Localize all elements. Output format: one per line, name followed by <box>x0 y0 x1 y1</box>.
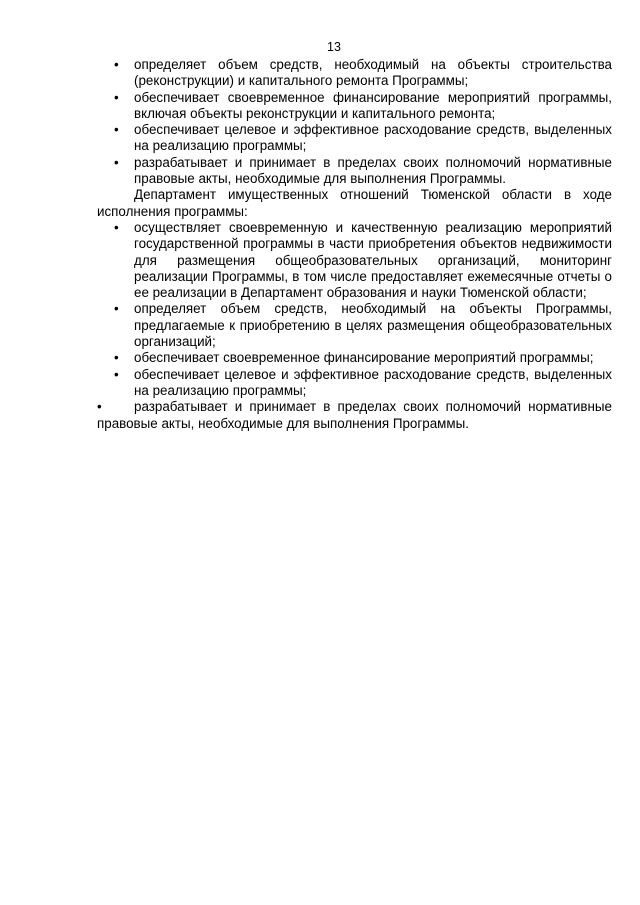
bullet-icon: • <box>114 301 119 317</box>
list-item-text: обеспечивает своевременное финансирование мероприятий программы, включая объекты реконструкции и капитального ремонта; <box>134 89 612 121</box>
responsibilities-list-2 <box>97 220 612 399</box>
bullet-icon: • <box>114 57 119 72</box>
document-body <box>97 57 612 432</box>
list-item <box>97 350 612 366</box>
list-item <box>97 122 612 155</box>
list-item-text: обеспечивает своевременное финансирование мероприятий программы; <box>134 350 594 366</box>
list-item-text: осуществляет своевременную и качественную реализацию мероприятий государственной программы в части приобретения объектов недвижимости для размещения общеобразовательных организаций, мониторинг реализации Программы, в том числе предоставляет ежемесячные отчеты о ее реализации в Департамент образования и науки Тюменской области; <box>134 219 612 301</box>
list-item <box>97 155 612 188</box>
final-bullet-paragraph <box>97 399 612 432</box>
bullet-icon: • <box>97 399 102 415</box>
responsibilities-list-1 <box>97 57 612 187</box>
final-bullet-text: разрабатывает и принимает в пределах своих полномочий нормативные правовые акты, необходимые для выполнения Программы. <box>97 399 612 431</box>
bullet-icon: • <box>114 89 119 105</box>
bullet-icon: • <box>114 154 119 170</box>
list-item-text: обеспечивает целевое и эффективное расходование средств, выделенных на реализацию программы; <box>134 366 612 398</box>
list-item <box>97 57 612 90</box>
list-item-text: определяет объем средств, необходимый на объекты строительства (реконструкции) и капитального ремонта Программы; <box>134 57 612 89</box>
list-item <box>97 367 612 400</box>
bullet-icon: • <box>114 350 119 366</box>
bullet-icon: • <box>114 122 119 138</box>
page-number: 13 <box>327 40 341 54</box>
list-item-text: обеспечивает целевое и эффективное расходование средств, выделенных на реализацию программы; <box>134 122 612 154</box>
list-item-text: определяет объем средств, необходимый на объекты Программы, предлагаемые к приобретению в целях размещения общеобразовательных организаций; <box>134 301 612 350</box>
list-item <box>97 220 612 301</box>
bullet-icon: • <box>114 219 119 235</box>
bullet-icon: • <box>114 366 119 382</box>
list-item <box>97 90 612 123</box>
list-item-text: разрабатывает и принимает в пределах своих полномочий нормативные правовые акты, необходимые для выполнения Программы. <box>134 154 612 187</box>
department-paragraph: Департамент имущественных отношений Тюменской области в ходе исполнения программы: <box>97 187 612 219</box>
list-item <box>97 301 612 350</box>
